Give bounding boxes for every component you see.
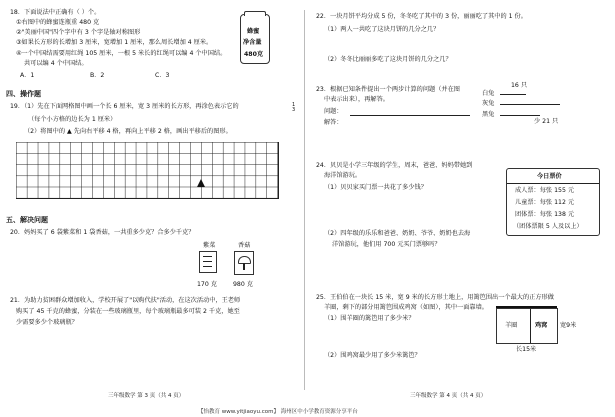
mushroom-label: 香菇	[238, 242, 251, 249]
section-4-heading: 四、操作题	[6, 90, 41, 98]
q22-title: 22．一块月饼平均分成 5 份，冬冬吃了其中的 3 份，丽丽吃了其中的 1 份。	[316, 13, 527, 20]
q25-sheep-label: 羊圈	[505, 322, 518, 329]
q24-title: 24．贝贝是小学三年级的学生，周末，爸爸、妈妈带她到	[316, 162, 473, 169]
q18-title: 18．下面说法中正确有（ ）个。	[10, 9, 101, 16]
q25-width-label: 宽9米	[560, 322, 577, 329]
q24-line2: 海洋馆游玩。	[324, 172, 362, 179]
q23-less: 少 21 只	[534, 118, 559, 125]
q23-black-label: 黑兔	[482, 111, 495, 118]
q21-line-1: 21．为助力贫困群众增加收入，学校开展了"以购代扶"活动，在这次活动中，王老师	[10, 297, 241, 304]
q19-sub2: （2）将图中的 ▲ 先向右平移 4 格，再向上平移 2 格，画出平移后的图形。	[24, 128, 232, 135]
q25-wall	[496, 306, 557, 308]
section-5-heading: 五、解决问题	[6, 216, 48, 224]
q21-line-3: 少需要多少个玻璃瓶？	[16, 319, 78, 326]
q18-item-2: ②"美丽中国"四个字中有 3 个字是轴对称图形	[16, 29, 141, 36]
q18-option-a: A．1	[20, 72, 35, 79]
q22-sub1: （1）两人一共吃了这块月饼的几分之几？	[324, 26, 440, 33]
price-child: 儿童票：每张 112 元	[515, 199, 575, 206]
q25-sub2: （2）围鸡窝最少用了多少米篱笆？	[324, 352, 421, 359]
q25-chicken-label: 鸡窝	[535, 322, 548, 329]
q23-line2: 中表示出来），再解答。	[324, 96, 389, 103]
q20-title: 20．妈妈买了 6 袋紫菜和 1 袋香菇，一共重多少克？合多少千克？	[10, 229, 195, 236]
q18-item-4: ④一个中国结需要用红绳 105 厘米，一根 5 米长的红绳可以编 4 个中国结。	[16, 50, 227, 57]
q25-length-label: 长15米	[516, 346, 537, 353]
q24-sub2-line2: 洋馆游玩，他们用 700 元买门票够吗？	[332, 241, 441, 248]
q25-sub1: （1）围羊圈的篱笆用了多少米？	[324, 315, 415, 322]
q23-gray-label: 灰兔	[482, 100, 495, 107]
laver-weight: 170 克	[197, 281, 217, 288]
triangle-icon	[197, 179, 205, 187]
q19-title: 19．（1）先在下面网格图中画一个长 6 厘米，宽 3 厘米的长方形，再涂色表示它的	[10, 103, 239, 110]
q22-sub2: （2）冬冬比丽丽多吃了这块月饼的几分之几？	[324, 56, 452, 63]
q23-white-bar	[500, 94, 526, 95]
q18-option-c: C．3	[155, 72, 170, 79]
mushroom-weight: 980 克	[233, 281, 253, 288]
q18-item-1: ①右图中的蜂蜜连瓶重 480 克	[16, 19, 100, 26]
q23-n16: 16 只	[511, 82, 528, 89]
q23-black-bar	[500, 115, 540, 116]
q19-grid[interactable]	[16, 142, 279, 199]
q23-question-label: 问题：	[324, 108, 343, 115]
laver-bag-icon	[199, 251, 217, 273]
q23-white-label: 白兔	[482, 90, 495, 97]
q23-answer-line[interactable]	[350, 115, 470, 116]
q21-line-2: 购买了 45 千克的蜂蜜，分装在一些玻璃瓶里，每个玻璃瓶最多可装 2 千克，她至	[16, 308, 240, 315]
q24-sub2-line1: （2）四年级的乐乐和爸爸、奶奶、爷爷、奶奶也去海	[324, 230, 471, 237]
q18-item-3: ③如果长方形的长增加 3 厘米，宽增加 1 厘米，那么周长增加 4 厘米。	[16, 39, 213, 46]
watermark: 【怡教育 www.yitjiaoyu.com】 海州区中小学教育资源分享平台	[198, 409, 358, 415]
right-footer: 三年级数学 第 4 页（共 4 页）	[410, 393, 487, 399]
mushroom-bag-icon	[234, 251, 254, 275]
price-group: 团体票：每张 138 元	[515, 211, 575, 218]
q25-line2: 羊圈，剩下的部分用篱笆围成鸡窝（如图），其中一面靠墙。	[324, 304, 488, 311]
honey-jar-icon: 蜂蜜 净含量 480克	[240, 14, 270, 64]
right-page	[306, 0, 611, 400]
q23-gray-bar	[500, 104, 560, 105]
q19-note: （每个小方格的边长为 1 厘米）	[28, 116, 117, 123]
q18-item-4-cont: 共可以编 4 个中国结。	[24, 60, 88, 67]
price-title: 今日票价	[537, 173, 562, 180]
left-page	[0, 0, 300, 400]
q23-title: 23．根据已知条件提出一个两步计算的问题（并在图	[316, 86, 460, 93]
page-divider	[304, 10, 305, 390]
price-board	[506, 168, 600, 236]
q23-answer-label: 解答：	[324, 119, 343, 126]
q18-option-b: B．2	[90, 72, 105, 79]
q25-diagram	[496, 308, 558, 344]
left-footer: 三年级数学 第 3 页（共 4 页）	[108, 393, 185, 399]
price-note: （团体票限 5 人及以上）	[513, 223, 583, 230]
q25-title: 25．王伯伯在一块长 15 米，宽 9 米的长方形土地上，用篱笆围出一个最大的正方形做	[316, 294, 554, 301]
q19-fraction: 1 3	[292, 102, 296, 113]
laver-label: 紫菜	[203, 242, 216, 249]
q24-sub1: （1）贝贝家买门票一共花了多少钱？	[324, 184, 427, 191]
price-adult: 成人票：每张 155 元	[515, 187, 575, 194]
